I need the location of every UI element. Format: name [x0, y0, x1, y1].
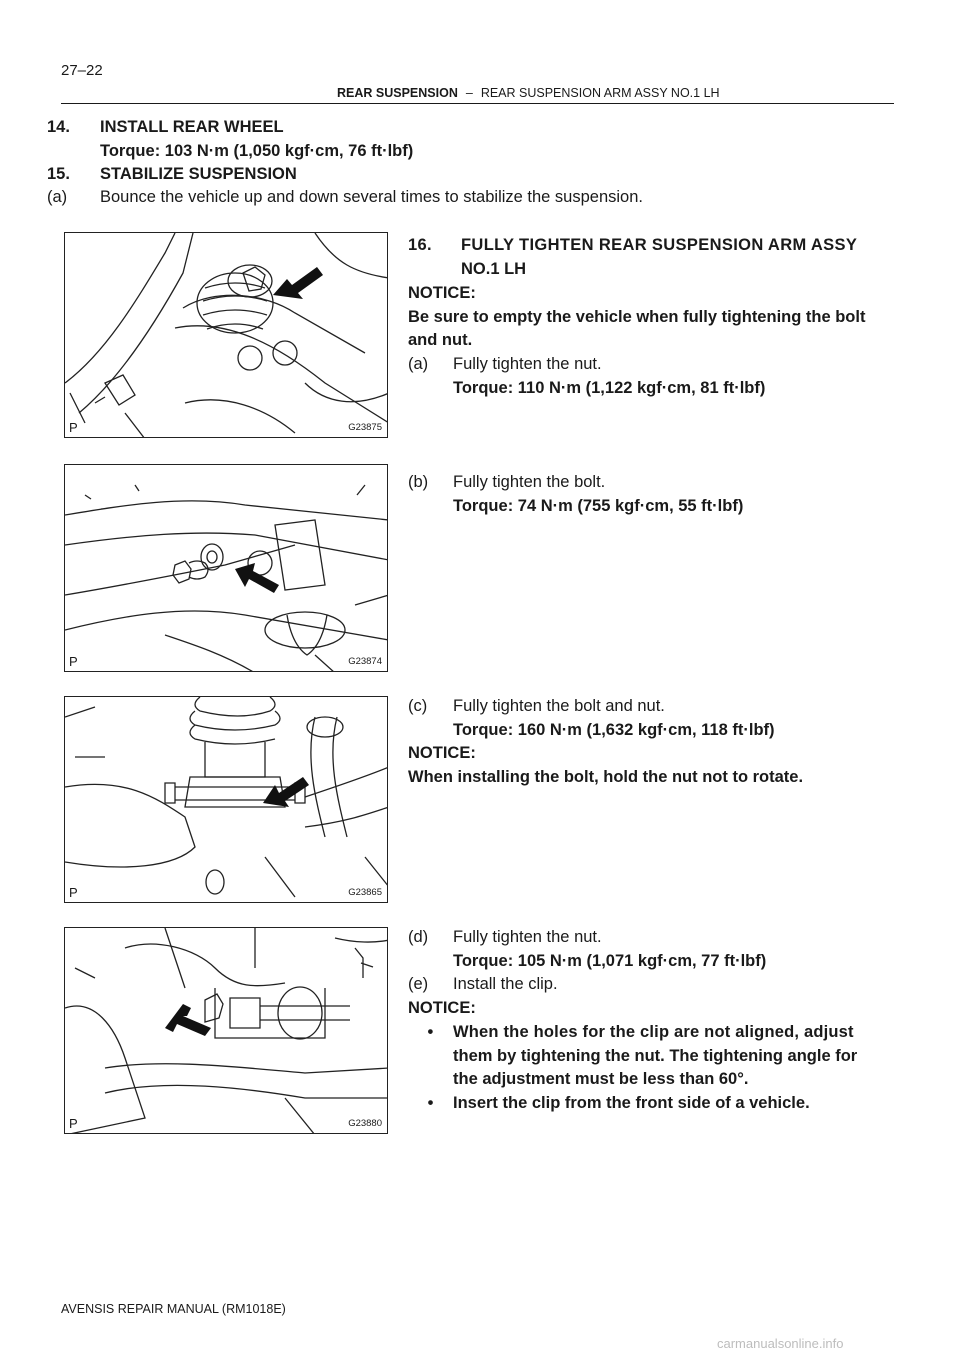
figure-code: G23874: [348, 656, 382, 667]
step-16-c: (c) Fully tighten the bolt and nut.: [408, 697, 665, 715]
bullet-1-line3: the adjustment must be less than 60°.: [453, 1070, 749, 1088]
step-15-title: 15. STABILIZE SUSPENSION: [47, 165, 297, 183]
step-16-c-notice-text: When installing the bolt, hold the nut not to rotate.: [408, 768, 804, 786]
figure-g23865: [64, 696, 388, 903]
step-16-c-torque: Torque: 160 N·m (1,632 kgf·cm, 118 ft·lbf): [453, 721, 775, 739]
pointer-arrow-icon: [65, 233, 388, 438]
bullet-marker: •: [427, 1094, 434, 1112]
step-16-e-notice-label: NOTICE:: [408, 999, 476, 1017]
step-16-notice-label: NOTICE:: [408, 284, 476, 302]
header-separator: –: [465, 86, 473, 100]
figure-mark: P: [69, 420, 78, 435]
page-number: 27–22: [61, 62, 103, 79]
figure-g23874: [64, 464, 388, 672]
step-16-b-torque: Torque: 74 N·m (755 kgf·cm, 55 ft·lbf): [453, 497, 744, 515]
pointer-arrow-icon: [65, 928, 388, 1134]
step-16-e: (e) Install the clip.: [408, 975, 558, 993]
header-section: REAR SUSPENSION: [337, 86, 458, 100]
step-16-c-notice-label: NOTICE:: [408, 744, 476, 762]
bullet-marker: •: [427, 1023, 434, 1041]
figure-mark: P: [69, 654, 78, 669]
watermark: carmanualsonline.info: [717, 1336, 844, 1351]
figure-g23880: [64, 927, 388, 1134]
running-header: [337, 86, 720, 100]
pointer-arrow-icon: [65, 465, 388, 672]
figure-mark: P: [69, 885, 78, 900]
header-rule: [61, 103, 894, 104]
step-16-d-torque: Torque: 105 N·m (1,071 kgf·cm, 77 ft·lbf): [453, 952, 767, 970]
step-16-title: 16. FULLY TIGHTEN REAR SUSPENSION ARM ASSY: [408, 236, 858, 254]
step-16-title-cont: NO.1 LH: [461, 260, 527, 278]
figure-code: G23875: [348, 422, 382, 433]
step-14-torque: Torque: 103 N·m (1,050 kgf·cm, 76 ft·lbf): [100, 142, 414, 160]
figure-code: G23865: [348, 887, 382, 898]
step-16-a: (a) Fully tighten the nut.: [408, 355, 602, 373]
step-16-d: (d) Fully tighten the nut.: [408, 928, 602, 946]
bullet-2: • Insert the clip from the front side of a vehicle.: [408, 1091, 810, 1115]
step-16-notice-line2: and nut.: [408, 331, 473, 349]
step-16-b: (b) Fully tighten the bolt.: [408, 473, 606, 491]
header-subsection: REAR SUSPENSION ARM ASSY NO.1 LH: [480, 86, 720, 100]
step-16-a-torque: Torque: 110 N·m (1,122 kgf·cm, 81 ft·lbf): [453, 379, 766, 397]
bullet-1-line2: them by tightening the nut. The tightening angle for: [453, 1047, 858, 1065]
step-15-a: (a) Bounce the vehicle up and down several times to stabilize the suspension.: [47, 188, 643, 206]
step-16-notice-line1: Be sure to empty the vehicle when fully tightening the bolt: [408, 308, 866, 326]
manual-footer: AVENSIS REPAIR MANUAL (RM1018E): [61, 1302, 286, 1316]
figure-mark: P: [69, 1116, 78, 1131]
step-14-title: 14. INSTALL REAR WHEEL: [47, 118, 284, 136]
figure-code: G23880: [348, 1118, 382, 1129]
pointer-arrow-icon: [65, 697, 388, 903]
bullet-1-line1: • When the holes for the clip are not aligned, adjust: [408, 1020, 854, 1044]
figure-g23875: [64, 232, 388, 438]
